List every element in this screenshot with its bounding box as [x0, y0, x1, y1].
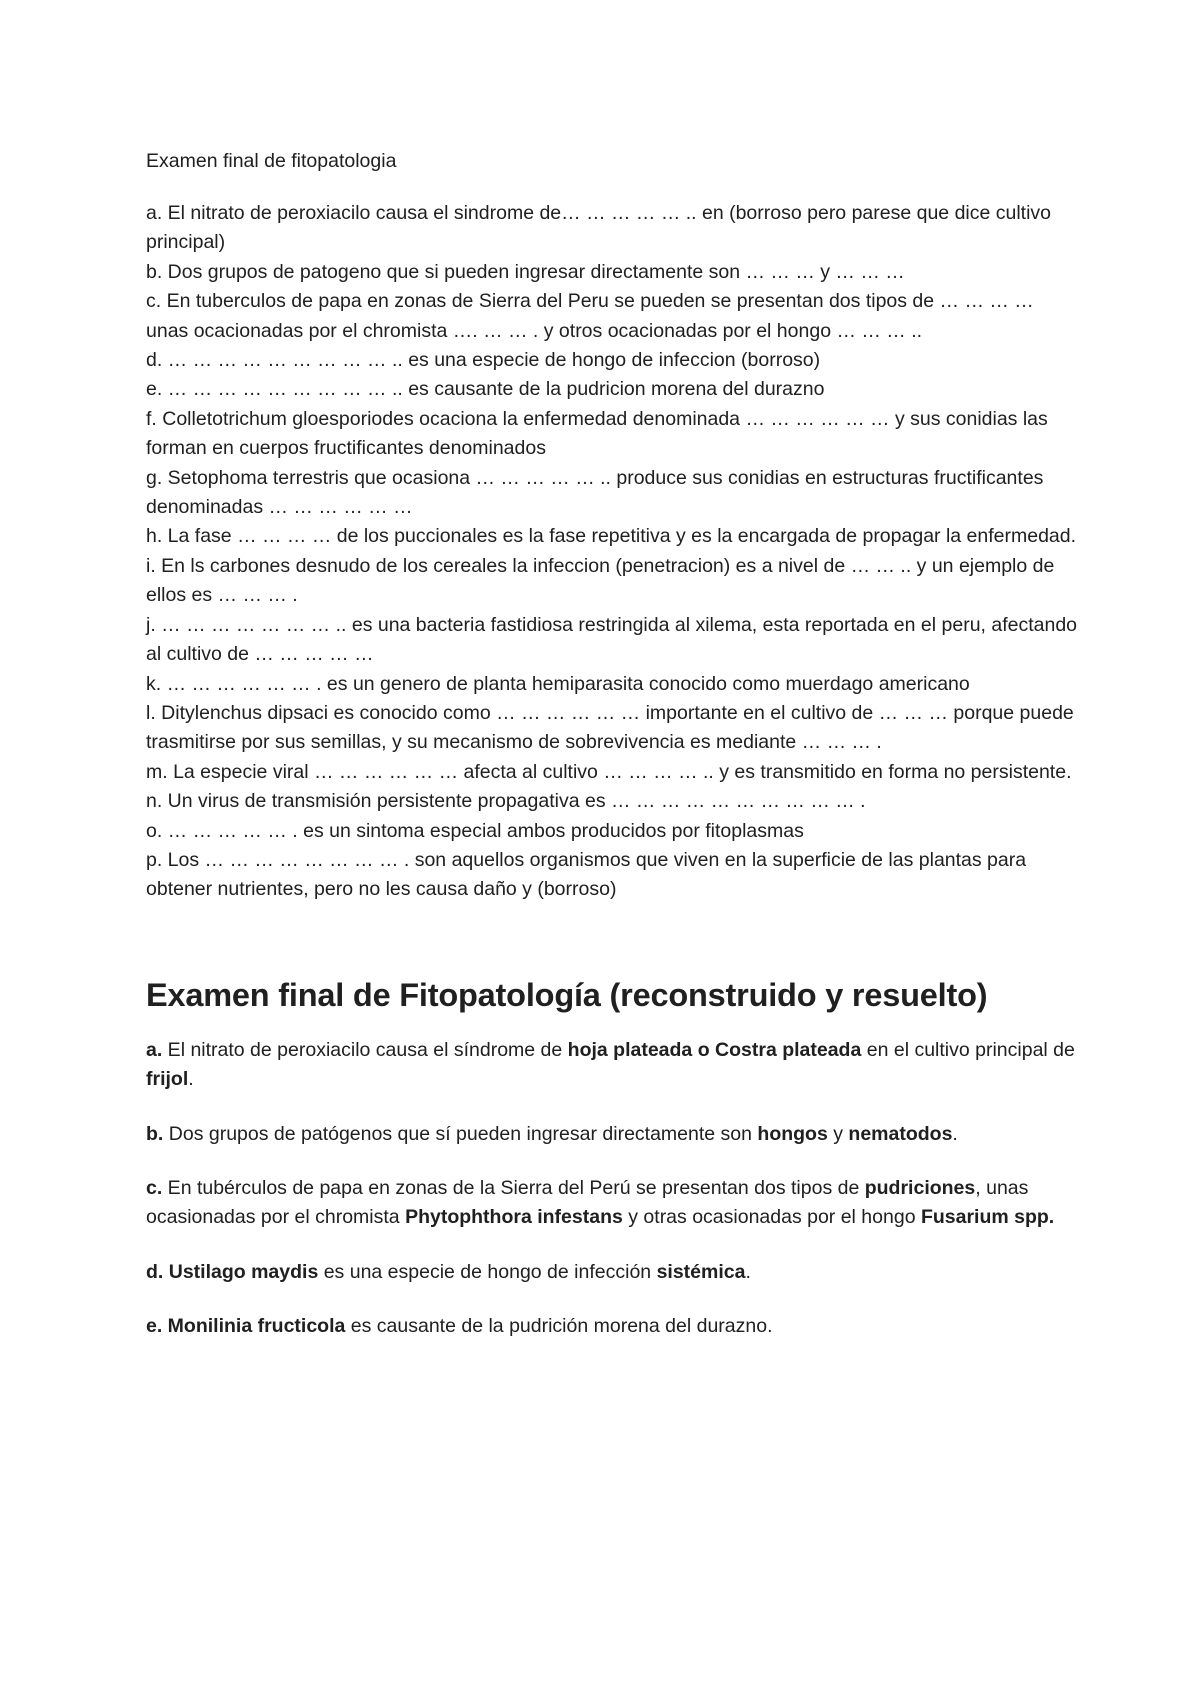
answer-b [146, 1120, 1080, 1149]
answer-text: . [188, 1068, 194, 1091]
question-b: b. Dos grupos de patogeno que si pueden ingresar directamente son … … … y … … … [146, 260, 905, 283]
question-g: g. Setophoma terrestris que ocasiona … … … … … .. produce sus conidias en estructuras fructificantes denominadas … … … … … … [146, 466, 1044, 519]
answer-label: c. [146, 1176, 163, 1199]
answer-a [146, 1036, 1080, 1095]
answer-text: . [952, 1122, 958, 1145]
answer-text: es una especie de hongo de infección [318, 1260, 657, 1283]
answer-text: En tubérculos de papa en zonas de la Sierra del Perú se presentan dos tipos de [162, 1176, 865, 1199]
answer-text: y [827, 1122, 849, 1145]
question-m: m. La especie viral … … … … … … afecta al cultivo … … … … .. y es transmitido en forma no persistente. [146, 760, 1072, 783]
question-p: p. Los … … … … … … … … . son aquellos organismos que viven en la superficie de las plantas para obtener nutrientes, pero no les causa daño y (borroso) [146, 848, 1027, 901]
answer-text: Dos grupos de patógenos que sí pueden ingresar directamente son [163, 1122, 758, 1145]
answer-text: y otras ocasionadas por el hongo [622, 1206, 921, 1229]
question-f: f. Colletotrichum gloesporiodes ocaciona la enfermedad denominada … … … … … … y sus conidias las forman en cuerpos fructificantes denominados [146, 407, 1048, 460]
question-n: n. Un virus de transmisión persistente propagativa es … … … … … … … … … … . [146, 790, 866, 813]
answer-text: en el cultivo principal de [861, 1038, 1075, 1061]
answer-label: e. Monilinia fructicola [146, 1315, 346, 1338]
document-title: Examen final de fitopatologia [146, 150, 397, 172]
answer-text: , unas ocasionadas por el chromista [146, 1176, 1029, 1229]
question-h: h. La fase … … … … de los puccionales es la fase repetitiva y es la encargada de propagar la enfermedad. [146, 525, 1077, 548]
answer-d [146, 1258, 1080, 1287]
section-heading: Examen final de Fitopatología (reconstruido y resuelto) [146, 976, 988, 1013]
answer-text: El nitrato de peroxiacilo causa el síndrome de [162, 1038, 568, 1061]
question-a: a. El nitrato de peroxiacilo causa el sindrome de… … … … … .. en (borroso pero parese que dice cultivo principal) [146, 202, 1052, 254]
question-list [146, 199, 1080, 905]
question-j: j. … … … … … … … .. es una bacteria fastidiosa restringida al xilema, esta reportada en el peru, afectando al cultivo de … … … … … [146, 613, 1078, 666]
answer-label: d. Ustilago maydis [146, 1260, 319, 1283]
question-i: i. En ls carbones desnudo de los cereales la infeccion (penetracion) es a nivel de … … .. y un ejemplo de ellos es … … … . [146, 554, 1055, 607]
answer-term: pudriciones [864, 1176, 976, 1199]
answer-term: frijol [146, 1068, 189, 1091]
answer-text: . [745, 1260, 751, 1283]
answer-term: sistémica [656, 1260, 746, 1283]
question-k: k. … … … … … … . es un genero de planta hemiparasita conocido como muerdago americano [146, 672, 970, 695]
question-d: d. … … … … … … … … … .. es una especie de hongo de infeccion (borroso) [146, 349, 821, 372]
answer-term: hongos [757, 1122, 828, 1145]
answer-text: es causante de la pudrición morena del durazno. [345, 1315, 773, 1338]
answer-term: Fusarium spp. [920, 1206, 1055, 1229]
answer-label: b. [146, 1122, 164, 1145]
answer-term: nematodos [848, 1122, 953, 1145]
answer-e [146, 1312, 1080, 1341]
question-e: e. … … … … … … … … … .. es causante de la pudricion morena del durazno [146, 378, 825, 401]
answer-term: hoja plateada o Costra plateada [567, 1038, 862, 1061]
question-l: l. Ditylenchus dipsaci es conocido como … … … … … … importante en el cultivo de … … … porque puede trasmitirse por sus semillas, y su mecanismo de sobrevivencia es mediante … … … . [146, 701, 1074, 754]
answer-term: Phytophthora infestans [405, 1206, 623, 1229]
answer-c [146, 1174, 1080, 1233]
answer-label: a. [146, 1038, 163, 1061]
question-c: c. En tuberculos de papa en zonas de Sierra del Peru se pueden se presentan dos tipos de … … … … unas ocacionadas por el chromista …. … … . y otros ocacionadas por el hongo … … … .. [146, 290, 1034, 342]
question-o: o. … … … … … . es un sintoma especial ambos producidos por fitoplasmas [146, 819, 804, 842]
